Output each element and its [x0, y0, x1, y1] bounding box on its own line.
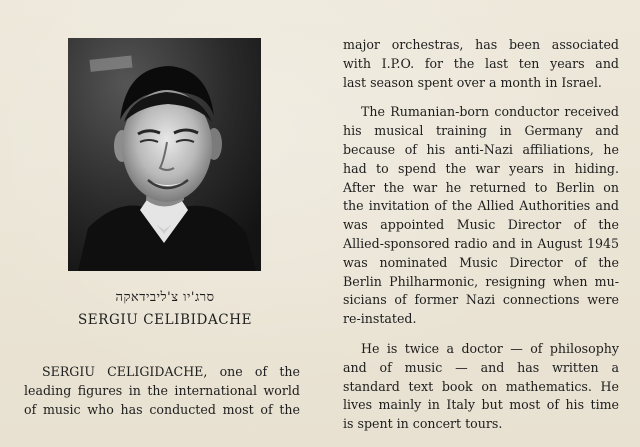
text-line: and of music — and has written a — [343, 359, 619, 375]
text-line: was nominated Music Director of the — [343, 254, 619, 270]
caption-hebrew-name: סרג'יו צ'ליבידאקה — [115, 290, 215, 305]
text-line: his musical training in Germany and — [343, 123, 619, 139]
text-line: He is twice a doctor — of philosophy — [361, 340, 619, 356]
text-line: standard text book on mathematics. He — [343, 378, 619, 394]
text-line: The Rumanian-born conductor received — [361, 104, 619, 120]
text-line: re-instated. — [343, 311, 417, 327]
caption-name: SERGIU CELIBIDACHE — [77, 312, 253, 328]
right-text-column — [343, 36, 619, 434]
text-line: was appointed Music Director of the — [343, 217, 619, 233]
text-line: the invitation of the Allied Authorities and — [343, 198, 619, 214]
text-line: Allied-sponsored radio and in August 1945 — [343, 235, 619, 251]
text-line: leading figures in the international world — [24, 382, 300, 398]
text-line: last season spent over a month in Israel. — [343, 74, 602, 90]
text-line: SERGIU CELIGIDACHE, one of the — [42, 364, 300, 379]
text-line: of music who has conducted most of the — [24, 401, 300, 417]
text-line: had to spend the war years in hiding. — [343, 160, 619, 176]
paragraph-3 — [343, 340, 619, 434]
text-line: sicians of former Nazi connections were — [343, 292, 619, 308]
text-line: because of his anti-Nazi affiliations, he — [343, 141, 619, 157]
text-line: major orchestras, has been associated — [343, 37, 619, 52]
text-line: After the war he returned to Berlin on — [343, 179, 619, 195]
left-text-column — [24, 363, 300, 419]
text-line: Berlin Philharmonic, resigning when mu- — [343, 273, 619, 289]
text-line: is spent in concert tours. — [343, 416, 503, 432]
text-line: with I.P.O. for the last ten years and — [343, 55, 619, 71]
conductor-portrait-photo — [68, 38, 261, 271]
text-line: lives mainly in Italy but most of his time — [343, 397, 619, 413]
paragraph-1 — [343, 36, 619, 92]
paragraph-2 — [343, 103, 619, 329]
